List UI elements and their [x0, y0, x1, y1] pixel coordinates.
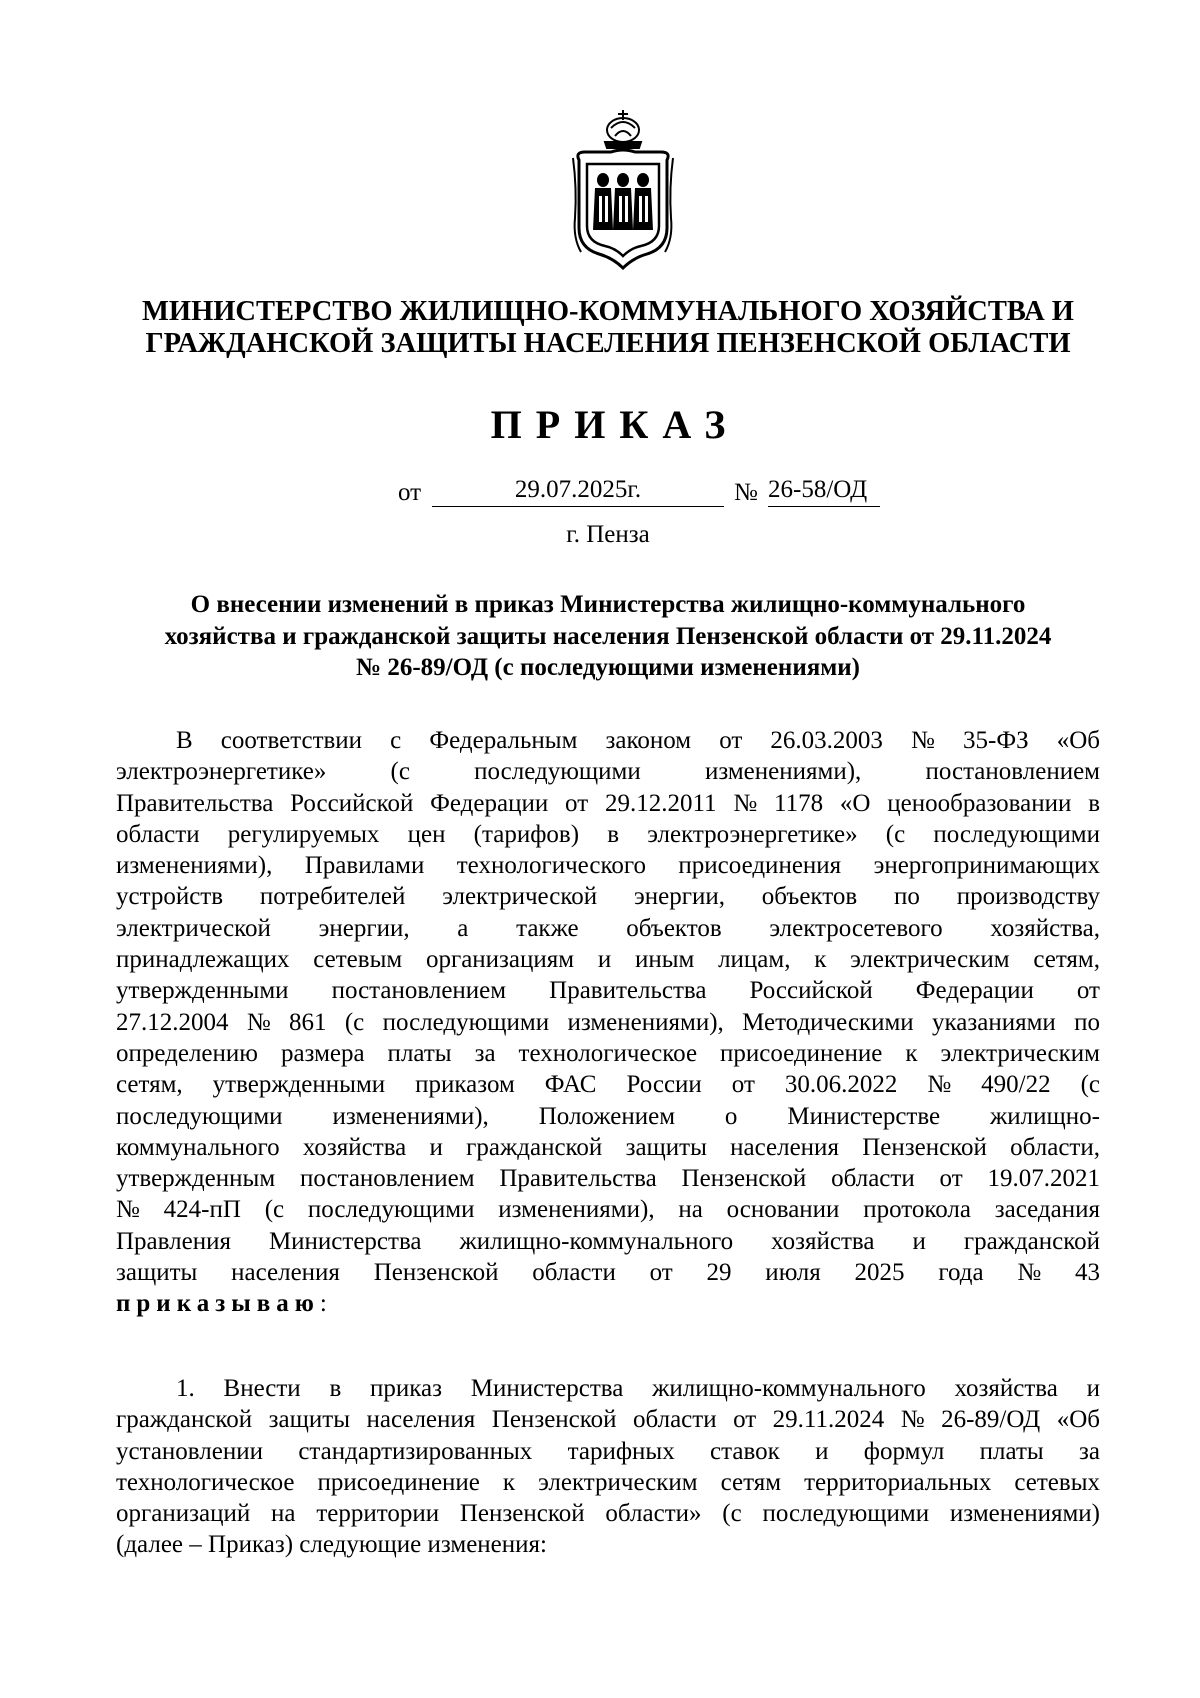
item-1-line: (далее – Приказ) следующие изменения:: [116, 1531, 547, 1559]
document-subject: [120, 589, 1096, 684]
item-1-line: 1. Внести в приказ Министерства жилищно-коммунального хозяйства и: [176, 1375, 1100, 1402]
preamble-line: утвержденными постановлением Правительства Российской Федерации от: [116, 977, 1100, 1005]
preamble-line: 27.12.2004 № 861 (с последующими изменениями), Методическими указаниями по: [116, 1008, 1100, 1036]
item-1-line: организаций на территории Пензенской области» (с последующими изменениями): [116, 1500, 1100, 1528]
ministry-name: [120, 296, 1096, 360]
preamble-line: В соответствии с Федеральным законом от 26.03.2003 № 35-ФЗ «Об: [176, 727, 1100, 754]
preamble-line: защиты населения Пензенской области от 29 июля 2025 года № 43: [116, 1259, 1100, 1287]
order-suffix: :: [319, 1290, 327, 1318]
preamble-line: Правления Министерства жилищно-коммунального хозяйства и гражданской: [116, 1227, 1100, 1255]
item-1-line: технологическое присоединение к электрическим сетям территориальных сетевых: [116, 1468, 1100, 1496]
preamble-line: утвержденным постановлением Правительства Пензенской области от 19.07.2021: [116, 1165, 1100, 1193]
subject-line-3: № 26-89/ОД (с последующими изменениями): [355, 654, 861, 681]
coat-of-arms-emblem: [571, 108, 675, 272]
preamble-line: изменениями), Правилами технологического присоединения энергопринимающих: [116, 852, 1100, 880]
document-date: 29.07.2025г.: [432, 474, 724, 507]
ministry-name-line-1: МИНИСТЕРСТВО ЖИЛИЩНО-КОММУНАЛЬНОГО ХОЗЯЙСТВА И: [142, 296, 1074, 327]
preamble-order-line: [116, 1288, 1100, 1319]
number-prefix: №: [734, 479, 758, 506]
preamble-line: № 424-пП (с последующими изменениями), на основании протокола заседания: [116, 1196, 1100, 1224]
subject-line-1: О внесении изменений в приказ Министерства жилищно-коммунального: [190, 591, 1026, 618]
preamble-line: электрической энергии, а также объектов электросетевого хозяйства,: [116, 914, 1100, 942]
preamble-line: области регулируемых цен (тарифов) в электроэнергетике» (с последующими: [116, 820, 1100, 848]
ministry-name-line-2: ГРАЖДАНСКОЙ ЗАЩИТЫ НАСЕЛЕНИЯ ПЕНЗЕНСКОЙ ОБЛАСТИ: [145, 328, 1071, 359]
item-1-line: установлении стандартизированных тарифных ставок и формул платы за: [116, 1437, 1100, 1465]
preamble-line: Правительства Российской Федерации от 29.12.2011 № 1178 «О ценообразовании в: [116, 789, 1100, 817]
item-1-line: гражданской защиты населения Пензенской области от 29.11.2024 № 26-89/ОД «Об: [116, 1406, 1100, 1434]
preamble-line: сетям, утвержденными приказом ФАС России от 30.06.2022 № 490/22 (с: [116, 1071, 1100, 1099]
subject-line-2: хозяйства и гражданской защиты населения Пензенской области от 29.11.2024: [164, 622, 1052, 650]
document-city: г. Пенза: [566, 521, 650, 548]
preamble-line: принадлежащих сетевым организациям и иным лицам, к электрическим сетям,: [116, 946, 1100, 974]
preamble-line: определению размера платы за технологическое присоединение к электрическим: [116, 1039, 1100, 1067]
preamble-line: последующими изменениями), Положением о Министерстве жилищно-: [116, 1102, 1100, 1130]
document-date-number-row: [120, 474, 1096, 514]
preamble-line: электроэнергетике» (с последующими изменениями), постановлением: [116, 758, 1100, 786]
preamble-line: коммунального хозяйства и гражданской защиты населения Пензенской области,: [116, 1133, 1100, 1161]
document-type-title: ПРИКАЗ: [490, 402, 740, 447]
preamble-line: устройств потребителей электрической энергии, объектов по производству: [116, 883, 1100, 911]
preamble-paragraph: [116, 725, 1100, 1320]
order-word: приказываю: [116, 1290, 320, 1318]
document-number: 26-58/ОД: [768, 474, 880, 507]
item-1-paragraph: [116, 1373, 1100, 1561]
date-prefix: от: [398, 479, 422, 506]
